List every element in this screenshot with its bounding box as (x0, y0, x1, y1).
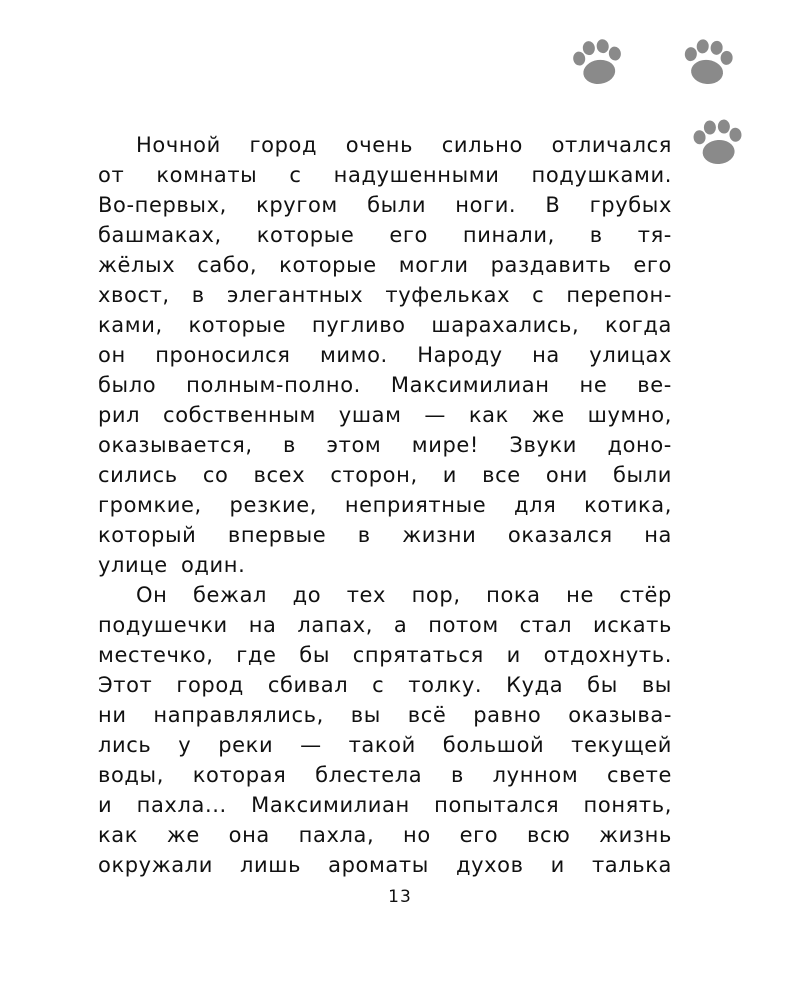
text-line: подушечки на лапах, а потом стал искать (98, 613, 672, 637)
text-line: башмаках, которые его пинали, в тя- (98, 223, 672, 247)
text-line: он проносился мимо. Народу на улицах (98, 343, 672, 367)
text-line: местечко, где бы спрятаться и отдохнуть. (98, 643, 672, 667)
text-line: сились со всех сторон, и все они были (98, 463, 672, 487)
text-line: жёлых сабо, которые могли раздавить его (98, 253, 672, 277)
text-line: Ночной город очень сильно отличался (136, 133, 672, 157)
text-line: улице один. (98, 553, 246, 577)
page-number: 13 (388, 887, 412, 907)
text-line: Во-первых, кругом были ноги. В грубых (98, 193, 672, 217)
body-text (98, 130, 672, 880)
text-line: лись у реки — такой большой текущей (98, 733, 672, 757)
text-line: как же она пахла, но его всю жизнь (98, 823, 672, 847)
text-line: оказывается, в этом мире! Звуки доно- (98, 433, 672, 457)
text-line: громкие, резкие, неприятные для котика, (98, 493, 672, 517)
text-line: хвост, в элегантных туфельках с перепон- (98, 283, 672, 307)
text-line: от комнаты с надушенными подушками. (98, 163, 672, 187)
text-line: который впервые в жизни оказался на (98, 523, 672, 547)
text-line: было полным-полно. Максимилиан не ве- (98, 373, 672, 397)
paw-print-icon (674, 35, 743, 91)
text-line: Этот город сбивал с толку. Куда бы вы (98, 673, 672, 697)
paw-print-icon (563, 34, 633, 92)
text-line: и пахла... Максимилиан попытался понять, (98, 793, 672, 817)
paw-print-icon (684, 116, 751, 170)
text-line: воды, которая блестела в лунном свете (98, 763, 672, 787)
text-line: окружали лишь ароматы духов и талька (98, 853, 672, 877)
text-line: Он бежал до тех пор, пока не стёр (136, 583, 672, 607)
text-line: ни направлялись, вы всё равно оказыва- (98, 703, 672, 727)
text-line: ками, которые пугливо шарахались, когда (98, 313, 672, 337)
text-line: рил собственным ушам — как же шумно, (98, 403, 672, 427)
